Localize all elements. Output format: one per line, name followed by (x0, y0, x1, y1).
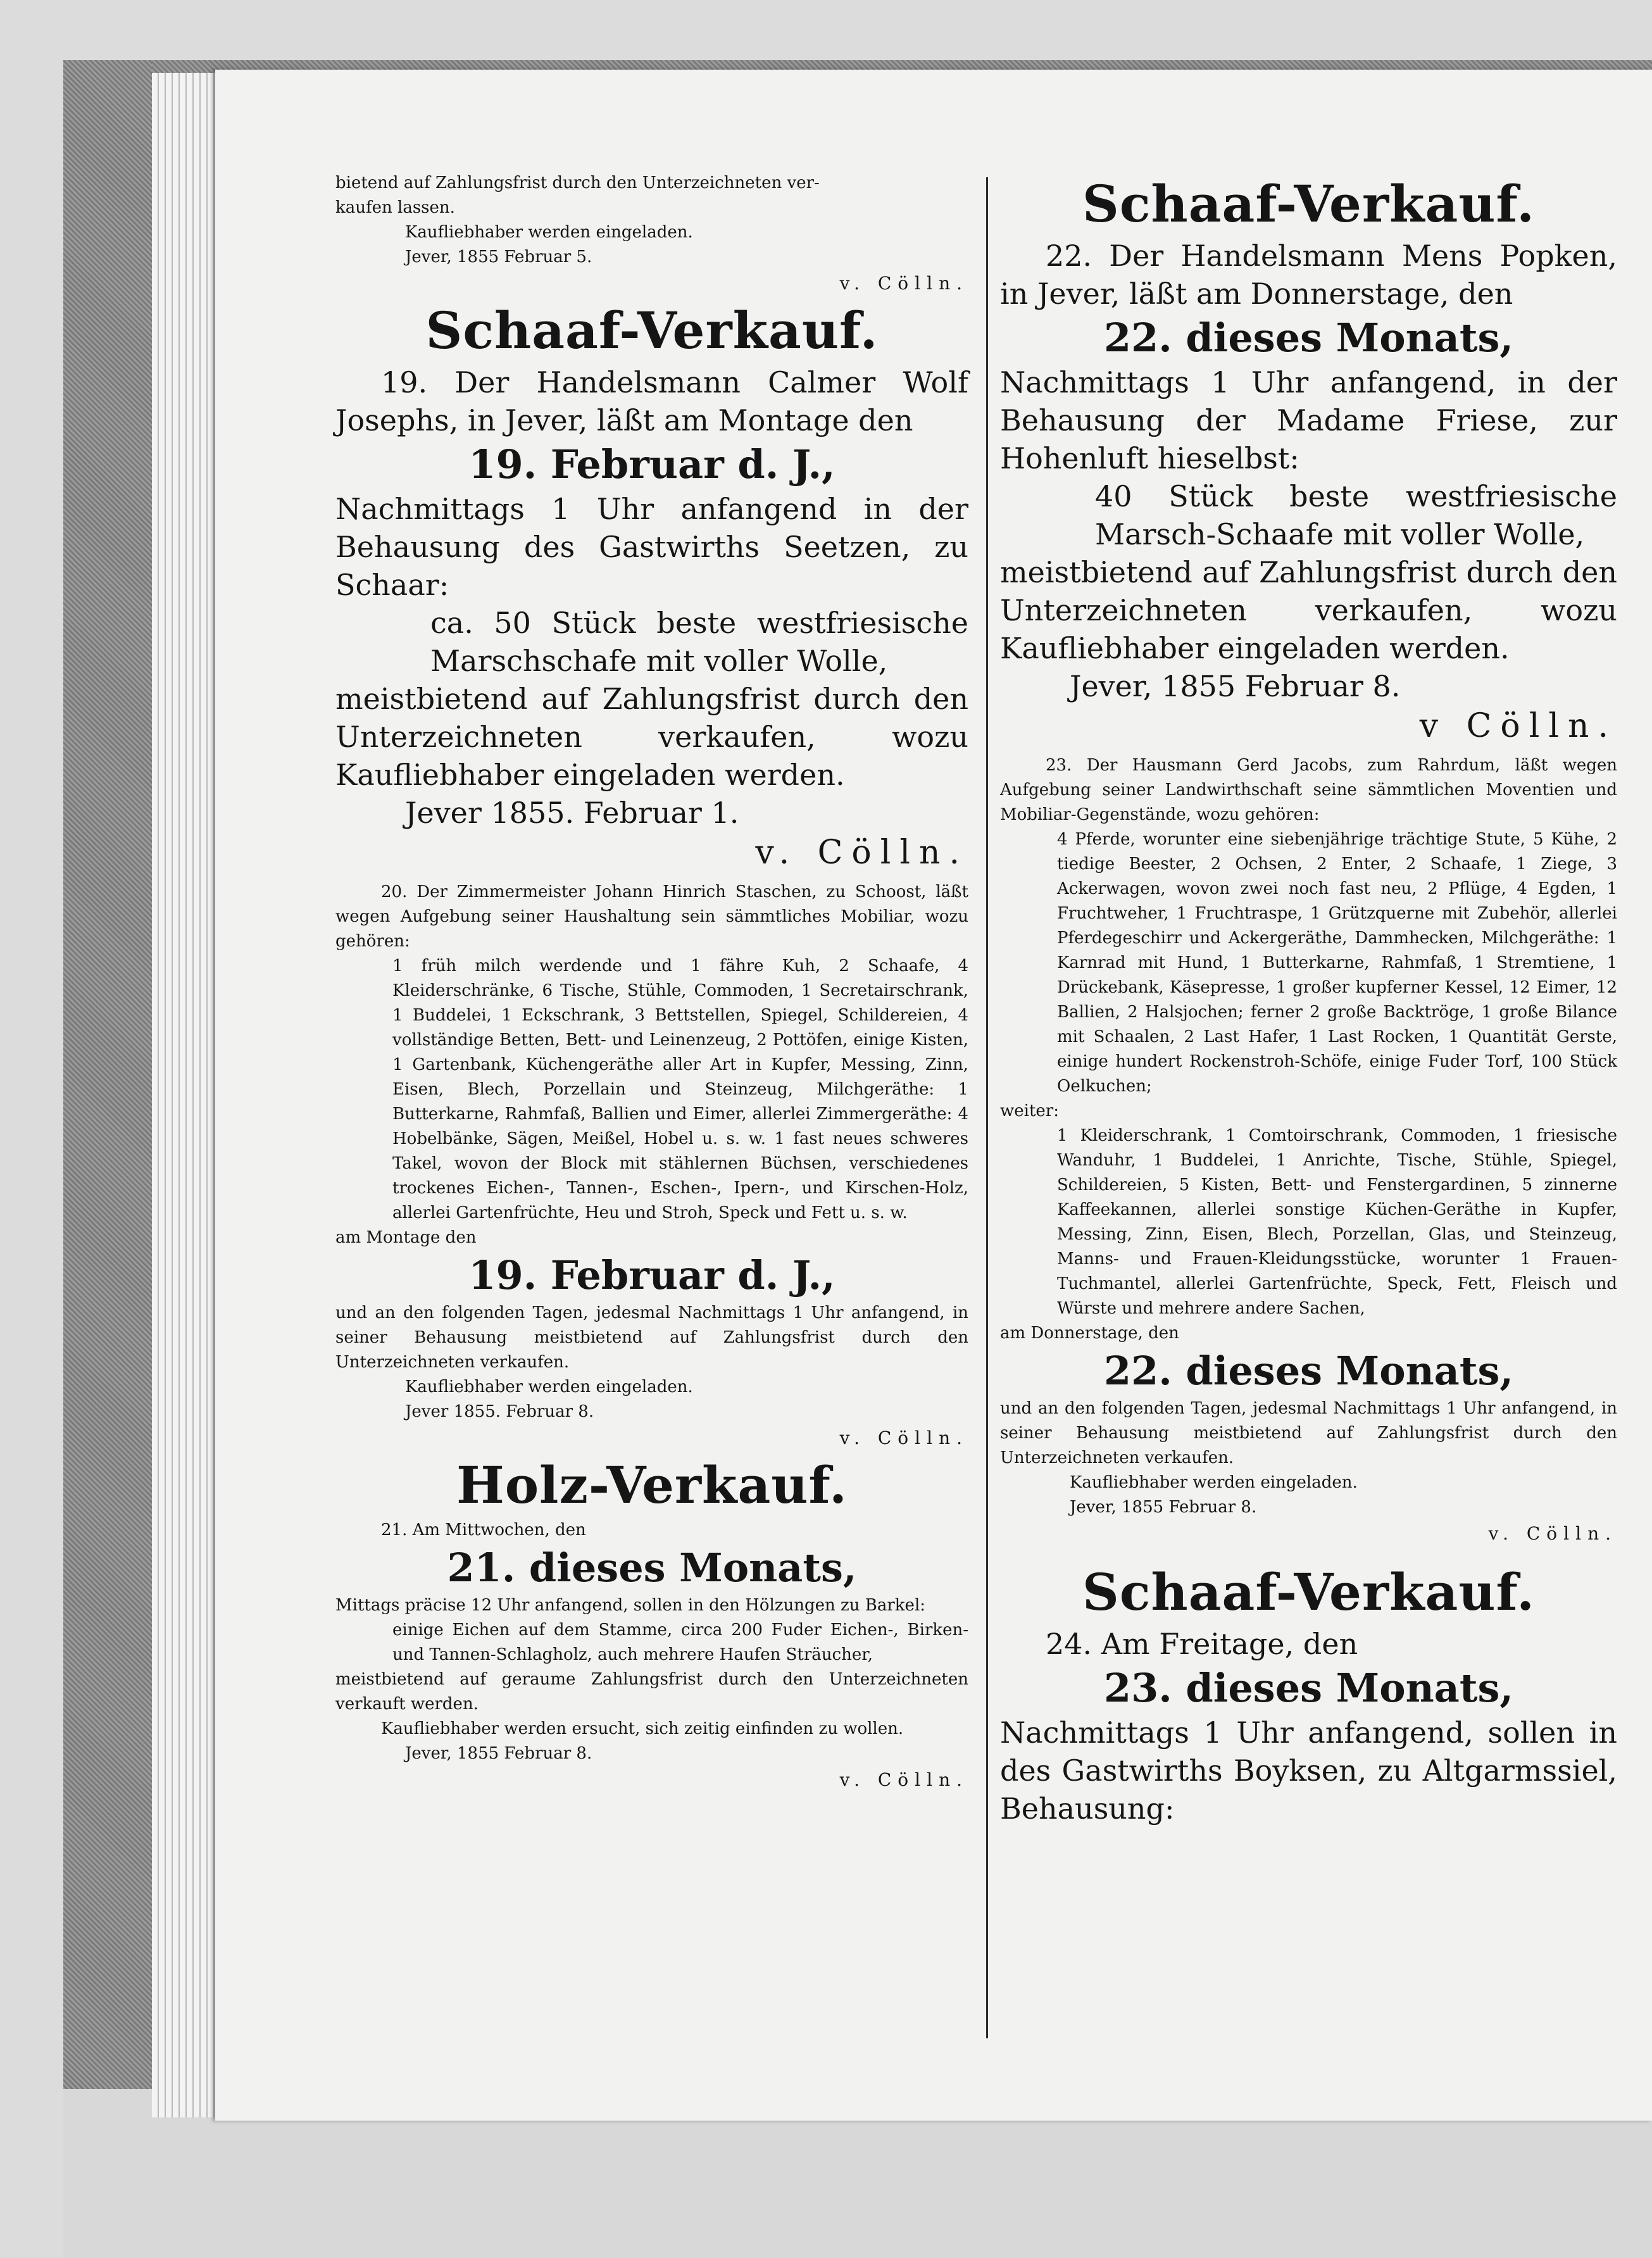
ad23-text-2: und an den folgenden Tagen, jedesmal Nachmittags 1 Uhr anfangend, in seiner Behausung meistbietend auf Zahlungsfrist durch den Unterzeichneten verkaufen. (1000, 1399, 1617, 1467)
ad22-date: Jever, 1855 Februar 8. (1070, 669, 1401, 703)
ad22-heading: Schaaf-Verkauf. (1082, 174, 1535, 234)
intro-line-2: kaufen lassen. (335, 198, 455, 217)
page-stack-edges (152, 73, 218, 2117)
ad23-invite: Kaufliebhaber werden eingeladen. (1070, 1473, 1358, 1492)
ad24-text-2: Nachmittags 1 Uhr anfangend, sollen in des Gastwirths Boyksen, zu Altgarmssiel, Behausung: (1000, 1715, 1617, 1826)
intro-line-1: bietend auf Zahlungsfrist durch den Unterzeichneten ver- (335, 173, 820, 192)
ad21-text-3: meistbietend auf geraume Zahlungsfrist durch den Unterzeichneten verkauft werden. (335, 1670, 968, 1714)
ad21-heading: Holz-Verkauf. (456, 1455, 848, 1515)
ad20-text-2: und an den folgenden Tagen, jedesmal Nachmittags 1 Uhr anfangend, in seiner Behausung meistbietend auf Zahlungsfrist durch den Unterzeichneten verkaufen. (335, 1303, 968, 1372)
column-divider (986, 177, 988, 2038)
ad21-signature: v. Cölln. (839, 1769, 968, 1790)
ad23-date-big: 22. dieses Monats, (1103, 1348, 1513, 1394)
intro-date: Jever, 1855 Februar 5. (405, 248, 592, 267)
ad23-date: Jever, 1855 Februar 8. (1070, 1498, 1257, 1517)
ad19-date-big: 19. Februar d. J., (468, 441, 835, 487)
ad19-heading: Schaaf-Verkauf. (425, 301, 879, 360)
ad21-date-big: 21. dieses Monats, (447, 1545, 857, 1591)
ad22-text-3: meistbietend auf Zahlungsfrist durch den Unterzeichneten verkaufen, wozu Kaufliebhaber eingeladen werden. (1000, 555, 1617, 665)
ad22-signature: v Cölln. (1419, 707, 1617, 745)
right-column (1000, 171, 1617, 1828)
ad21-text-1: 21. Am Mittwochen, den (381, 1521, 586, 1540)
ad21-invite: Kaufliebhaber werden ersucht, sich zeitig einfinden zu wollen. (381, 1719, 904, 1738)
ad20-date-big: 19. Februar d. J., (468, 1252, 835, 1298)
ad20-date: Jever 1855. Februar 8. (405, 1402, 594, 1421)
ad19-item: ca. 50 Stück beste westfriesische Marschschafe mit voller Wolle, (430, 606, 968, 678)
ad20-signature: v. Cölln. (839, 1427, 968, 1448)
ad20-text-1: 20. Der Zimmermeister Johann Hinrich Staschen, zu Schoost, läßt wegen Aufgebung seiner Haushaltung sein sämmtliches Mobiliar, wozu gehören: (335, 882, 968, 951)
ad22-item: 40 Stück beste westfriesische Marsch-Schaafe mit voller Wolle, (1095, 479, 1617, 551)
ad24-date-big: 23. dieses Monats, (1103, 1665, 1513, 1711)
ad23-weiter: weiter: (1000, 1101, 1059, 1120)
ad24-text-1: 24. Am Freitage, den (1046, 1627, 1358, 1661)
ad19-date: Jever 1855. Februar 1. (405, 796, 739, 830)
intro-invite: Kaufliebhaber werden eingeladen. (405, 223, 693, 242)
ad19-text-1: 19. Der Handelsmann Calmer Wolf Josephs, in Jever, läßt am Montage den (335, 365, 968, 437)
ad21-date: Jever, 1855 Februar 8. (405, 1744, 592, 1763)
ad22-text-2: Nachmittags 1 Uhr anfangend, in der Behausung der Madame Friese, zur Hohenluft hieselbst: (1000, 365, 1617, 475)
ad23-signature: v. Cölln. (1488, 1523, 1617, 1544)
ad23-prefix: am Donnerstage, den (1000, 1324, 1179, 1343)
newspaper-page (215, 70, 1652, 2121)
ad24-heading: Schaaf-Verkauf. (1082, 1562, 1535, 1622)
ad21-items: einige Eichen auf dem Stamme, circa 200 Fuder Eichen-, Birken- und Tannen-Schlagholz, auch mehrere Haufen Sträucher, (392, 1621, 968, 1664)
ad22-text-1: 22. Der Handelsmann Mens Popken, in Jever, läßt am Donnerstage, den (1000, 239, 1617, 311)
ad23-items-1: 4 Pferde, worunter eine siebenjährige trächtige Stute, 5 Kühe, 2 tiedige Beester, 2 Ochsen, 2 Enter, 2 Schaafe, 1 Ziege, 3 Ackerwagen, wovon zwei noch fast neu, 2 Pflüge, 4 Egden, 1 Fruchtweher, 1 Fruchtraspe, 1 Grützquerne mit Zubehör, allerlei Pferdegeschirr und Ackergeräthe, Dammhecken, Milchgeräthe: 1 Karnrad mit Hund, 1 Butterkarne, Rahmfaß, 1 Stremtiene, 1 Drückebank, Käsepresse, 1 großer kupferner Kessel, 12 Eimer, 12 Ballien, 2 Halsjochen; ferner 2 große Backtröge, 1 große Bilance mit Schaalen, 2 Last Hafer, 1 Last Rocken, 1 Quantität Gerste, einige hundert Rockenstroh-Schöfe, einige Fuder Torf, 100 Stück Oelkuchen; (1057, 830, 1617, 1096)
ad22-date-big: 22. dieses Monats, (1103, 315, 1513, 361)
ad19-text-3: meistbietend auf Zahlungsfrist durch den Unterzeichneten verkaufen, wozu Kaufliebhaber eingeladen werden. (335, 682, 968, 792)
ad20-prefix: am Montage den (335, 1228, 477, 1247)
left-column (335, 171, 968, 1794)
ad19-signature: v. Cölln. (755, 834, 968, 872)
ad20-items: 1 früh milch werdende und 1 fähre Kuh, 2 Schaafe, 4 Kleiderschränke, 6 Tische, Stühle, Commoden, 1 Secretairschrank, 1 Buddelei, 1 Eckschrank, 3 Bettstellen, Spiegel, Schildereien, 4 vollständige Betten, Bett- und Leinenzeug, 2 Pottöfen, einige Kisten, 1 Gartenbank, Küchengeräthe aller Art in Kupfer, Messing, Zinn, Eisen, Blech, Porzellain und Steinzeug, Milchgeräthe: 1 Butterkarne, Rahmfaß, Ballien und Eimer, allerlei Zimmergeräthe: 4 Hobelbänke, Sägen, Meißel, Hobel u. s. w. 1 fast neues schweres Takel, wovon der Block mit stählernen Büchsen, verschiedenes trockenes Eichen-, Tannen-, Eschen-, Ipern-, und Kirschen-Holz, allerlei Gartenfrüchte, Heu und Stroh, Speck und Fett u. s. w. (392, 957, 968, 1222)
ad23-items-2: 1 Kleiderschrank, 1 Comtoirschrank, Commoden, 1 friesische Wanduhr, 1 Buddelei, 1 Anrichte, Tische, Stühle, Spiegel, Schildereien, 5 Kisten, Bett- und Fenstergardinen, 5 zinnerne Kaffeekannen, allerlei sonstige Küchen-Geräthe in Kupfer, Messing, Zinn, Eisen, Blech, Porzellan, Glas, und Steinzeug, Manns- und Frauen-Kleidungsstücke, worunter 1 Frauen-Tuchmantel, allerlei Gartenfrüchte, Speck, Fett, Fleisch und Würste und mehrere andere Sachen, (1057, 1126, 1617, 1318)
ad19-text-2: Nachmittags 1 Uhr anfangend in der Behausung des Gastwirths Seetzen, zu Schaar: (335, 492, 968, 602)
binding-cloth-left (63, 60, 152, 2162)
intro-signature: v. Cölln. (839, 273, 968, 294)
ad21-text-2: Mittags präcise 12 Uhr anfangend, sollen in den Hölzungen zu Barkel: (335, 1596, 926, 1615)
ad23-text-1: 23. Der Hausmann Gerd Jacobs, zum Rahrdum, läßt wegen Aufgebung seiner Landwirthschaft seine sämmtlichen Moventien und Mobiliar-Gegenstände, wozu gehören: (1000, 756, 1617, 824)
ad20-invite: Kaufliebhaber werden eingeladen. (405, 1377, 693, 1396)
